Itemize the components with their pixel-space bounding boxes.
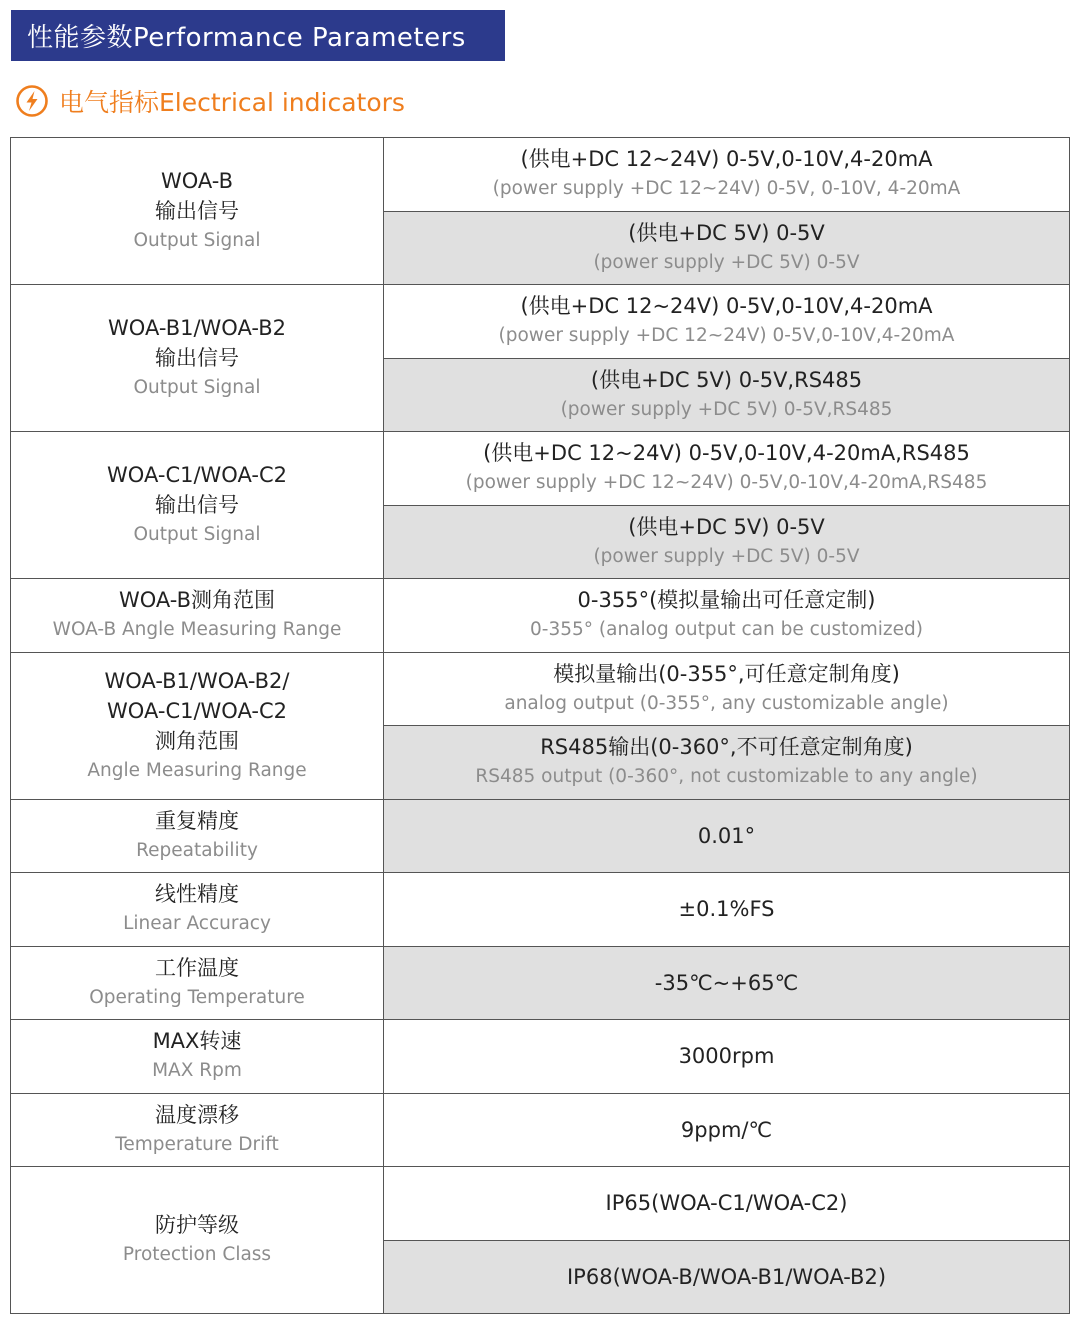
- parameter-label-cell: [11, 873, 384, 947]
- parameter-name: MAX转速: [152, 1029, 242, 1054]
- parameter-value-cell: [384, 1167, 1070, 1241]
- table-row: [11, 579, 1070, 653]
- parameter-name: 工作温度: [155, 955, 239, 980]
- parameter-value-cell: [384, 726, 1070, 800]
- parameter-value: RS485输出(0-360°,不可任意定制角度): [540, 735, 913, 760]
- parameter-name: 输出信号: [155, 199, 239, 223]
- parameter-label-cell: [11, 579, 384, 653]
- parameter-name: WOA-C1/WOA-C2: [107, 463, 287, 487]
- page-title: [11, 10, 505, 61]
- parameter-value-en: (power supply +DC 5V) 0-5V: [593, 545, 860, 567]
- parameter-value-cell: [384, 211, 1070, 285]
- parameter-value: IP65(WOA-C1/WOA-C2): [605, 1191, 848, 1216]
- table-row: [11, 652, 1070, 726]
- table-row: [11, 873, 1070, 947]
- parameter-name-en: Output Signal: [133, 524, 261, 545]
- parameter-value: -35℃~+65℃: [654, 970, 799, 995]
- parameter-value-cell: [384, 799, 1070, 873]
- parameter-value-cell: [384, 285, 1070, 359]
- parameter-value-en: analog output (0-355°, any customizable angle): [504, 692, 949, 714]
- page-title-text: 性能参数Performance Parameters: [27, 23, 466, 53]
- parameter-value-en: 0-355° (analog output can be customized): [530, 619, 923, 641]
- parameter-value-en: (power supply +DC 5V) 0-5V,RS485: [560, 398, 893, 420]
- parameter-value-cell: [384, 432, 1070, 506]
- parameter-name-en: MAX Rpm: [152, 1060, 242, 1082]
- parameter-name: 重复精度: [155, 808, 239, 833]
- parameter-name: WOA-B1/WOA-B2: [108, 316, 286, 340]
- parameter-value-cell: [384, 1093, 1070, 1167]
- parameter-name: WOA-C1/WOA-C2: [107, 698, 287, 723]
- parameter-label-cell: [11, 1093, 384, 1167]
- parameter-value-cell: [384, 873, 1070, 947]
- parameter-name-en: Operating Temperature: [89, 986, 305, 1008]
- parameter-name: 输出信号: [155, 493, 239, 517]
- parameter-name-en: Protection Class: [122, 1244, 272, 1265]
- parameters-table: [10, 137, 1070, 1314]
- table-row: [11, 946, 1070, 1020]
- parameter-value: (供电+DC 12~24V) 0-5V,0-10V,4-20mA: [520, 294, 933, 319]
- parameter-value-en: (power supply +DC 12~24V) 0-5V,0-10V,4-20mA,RS485: [465, 472, 988, 494]
- parameter-name-en: Linear Accuracy: [123, 913, 271, 935]
- parameter-name: 防护等级: [155, 1213, 239, 1237]
- parameter-value: (供电+DC 12~24V) 0-5V,0-10V,4-20mA,RS485: [483, 441, 970, 466]
- parameter-value: (供电+DC 5V) 0-5V,RS485: [590, 367, 863, 392]
- parameter-value-cell: [384, 579, 1070, 653]
- parameter-name-en: Output Signal: [133, 230, 261, 251]
- section-heading: [15, 84, 405, 118]
- parameter-value: 模拟量输出(0-355°,可任意定制角度): [553, 661, 900, 686]
- table-row: [11, 285, 1070, 359]
- parameter-value-cell: [384, 505, 1070, 579]
- parameter-label-cell: [11, 1167, 384, 1314]
- parameter-name-en: Angle Measuring Range: [87, 759, 307, 781]
- parameter-name: WOA-B测角范围: [118, 588, 276, 613]
- parameter-name: WOA-B: [160, 169, 234, 193]
- parameter-value: (供电+DC 5V) 0-5V: [628, 220, 825, 245]
- parameter-value: (供电+DC 5V) 0-5V: [628, 514, 825, 539]
- parameter-name-en: Repeatability: [136, 839, 258, 861]
- parameter-value-cell: [384, 138, 1070, 212]
- table-row: [11, 1093, 1070, 1167]
- parameter-value-cell: [384, 1240, 1070, 1314]
- parameter-label-cell: [11, 1020, 384, 1094]
- parameter-value: 9ppm/℃: [680, 1117, 773, 1142]
- parameter-name: 输出信号: [155, 346, 239, 370]
- table-row: [11, 138, 1070, 212]
- parameter-label-cell: [11, 138, 384, 285]
- parameter-name: 线性精度: [155, 882, 239, 907]
- parameter-value: IP68(WOA-B/WOA-B1/WOA-B2): [566, 1264, 887, 1289]
- parameter-value-cell: [384, 652, 1070, 726]
- parameter-label-cell: [11, 432, 384, 579]
- parameter-label-cell: [11, 799, 384, 873]
- parameter-name-en: Output Signal: [133, 377, 261, 398]
- parameter-value-en: (power supply +DC 12~24V) 0-5V, 0-10V, 4-20mA: [492, 178, 961, 200]
- parameter-value: (供电+DC 12~24V) 0-5V,0-10V,4-20mA: [520, 147, 933, 172]
- parameter-value-cell: [384, 946, 1070, 1020]
- parameter-value: 3000rpm: [678, 1044, 775, 1069]
- parameter-value-en: RS485 output (0-360°, not customizable to any angle): [475, 766, 978, 788]
- parameter-value-cell: [384, 1020, 1070, 1094]
- parameter-value-en: (power supply +DC 12~24V) 0-5V,0-10V,4-20mA: [498, 325, 955, 347]
- parameter-label-cell: [11, 946, 384, 1020]
- parameter-value: ±0.1%FS: [678, 897, 775, 922]
- parameter-value-cell: [384, 358, 1070, 432]
- parameter-label-cell: [11, 652, 384, 799]
- section-heading-text: 电气指标Electrical indicators: [59, 88, 405, 117]
- parameter-name: WOA-B1/WOA-B2/: [104, 668, 290, 693]
- parameter-name-en: WOA-B Angle Measuring Range: [52, 619, 342, 641]
- parameter-value: 0-355°(模拟量输出可任意定制): [577, 588, 876, 613]
- table-row: [11, 1020, 1070, 1094]
- parameter-name: 温度漂移: [155, 1102, 239, 1127]
- table-row: [11, 799, 1070, 873]
- parameter-value-en: (power supply +DC 5V) 0-5V: [593, 251, 860, 273]
- parameter-label-cell: [11, 285, 384, 432]
- parameter-name-en: Temperature Drift: [115, 1133, 279, 1155]
- lightning-bolt-icon: [15, 84, 49, 118]
- parameter-name: 测角范围: [155, 728, 239, 753]
- parameter-value: 0.01°: [697, 823, 756, 848]
- table-row: [11, 432, 1070, 506]
- table-row: [11, 1167, 1070, 1241]
